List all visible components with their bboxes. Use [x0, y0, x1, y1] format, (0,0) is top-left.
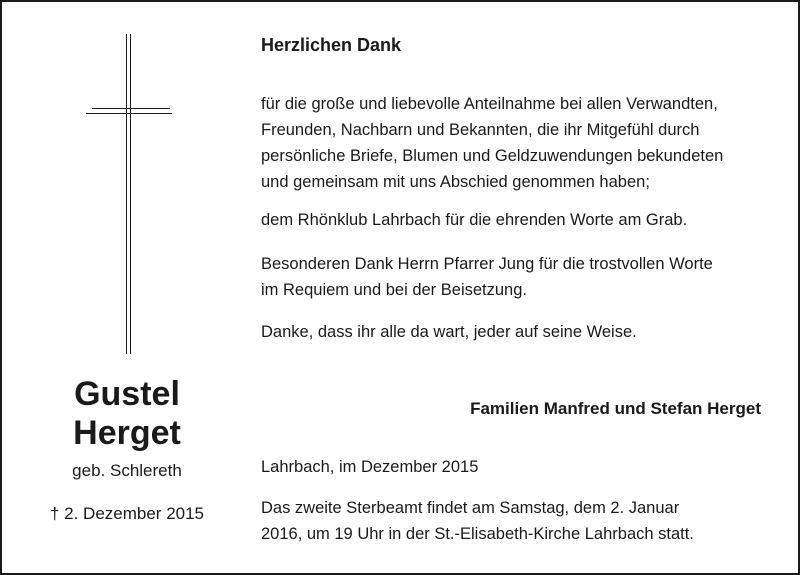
birth-name: geb. Schlereth	[72, 461, 182, 480]
paragraph-line: und gemeinsam mit uns Abschied genommen haben;	[261, 173, 650, 191]
service-paragraph	[261, 495, 781, 547]
paragraph-line: dem Rhönklub Lahrbach für die ehrenden Worte am Grab.	[261, 211, 688, 229]
paragraph-line: 2016, um 19 Uhr in der St.-Elisabeth-Kirche Lahrbach statt.	[261, 525, 694, 543]
paragraph-line: Danke, dass ihr alle da wart, jeder auf seine Weise.	[261, 323, 637, 341]
family-signature: Familien Manfred und Stefan Herget	[470, 399, 761, 418]
thanks-paragraph	[261, 91, 781, 195]
paragraph-line: für die große und liebevolle Anteilnahme bei allen Verwandten,	[261, 95, 718, 113]
deceased-first-name: Gustel	[74, 375, 180, 413]
notice-title: Herzlichen Dank	[261, 35, 402, 55]
paragraph-line: persönliche Briefe, Blumen und Geldzuwendungen bekundeten	[261, 147, 724, 165]
paragraph-line: Freunden, Nachbarn und Bekannten, die ihr Mitgefühl durch	[261, 121, 700, 139]
club-paragraph	[261, 207, 781, 233]
paragraph-line: im Requiem und bei der Beisetzung.	[261, 281, 527, 299]
paragraph-line: Das zweite Sterbeamt findet am Samstag, dem 2. Januar	[261, 499, 680, 517]
death-date: † 2. Dezember 2015	[49, 504, 205, 523]
pastor-paragraph	[261, 251, 781, 303]
deceased-last-name: Herget	[73, 414, 181, 452]
paragraph-line: Besonderen Dank Herrn Pfarrer Jung für die trostvollen Worte	[261, 255, 713, 273]
cross-icon	[86, 34, 172, 354]
closing-paragraph	[261, 319, 781, 345]
place-date: Lahrbach, im Dezember 2015	[261, 458, 479, 476]
